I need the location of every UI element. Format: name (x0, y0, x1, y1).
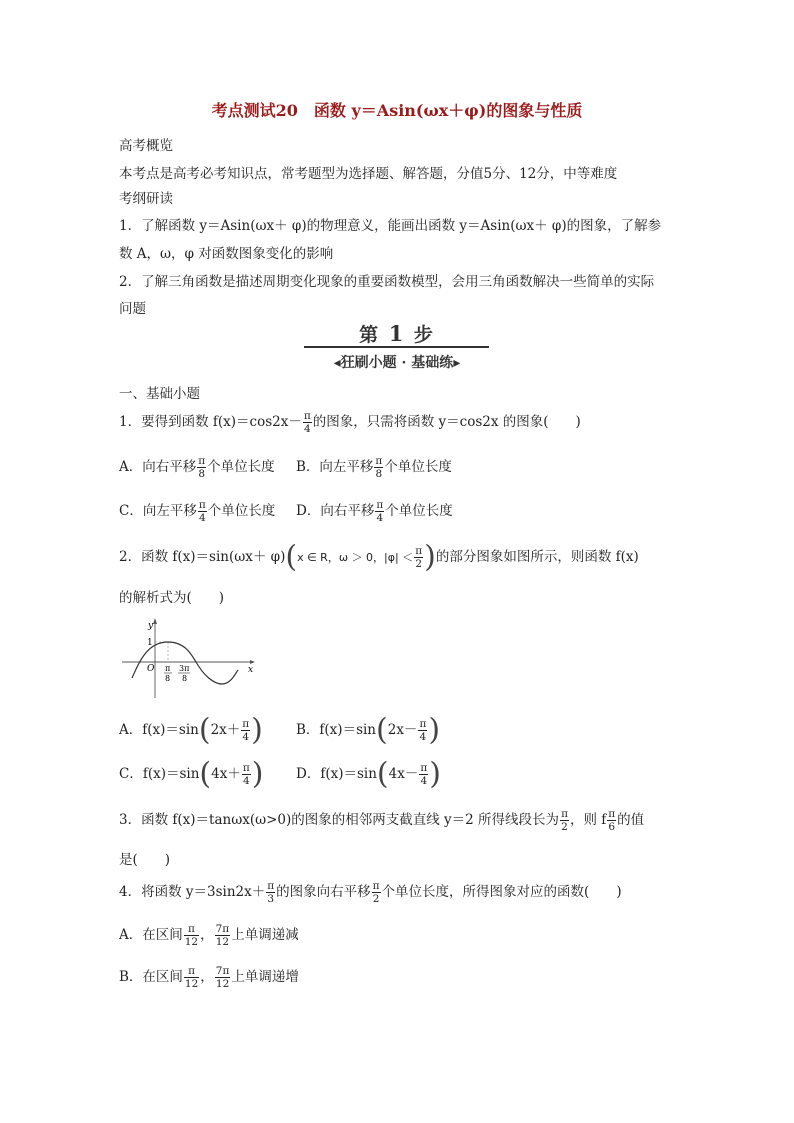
q2-option-c[interactable]: C．f(x)＝sin(4x＋ $\frac{\pi}{4}$ ) (119, 756, 264, 792)
question-3-cont: 是( ) (119, 852, 171, 868)
syllabus-item-2-cont: 问题 (119, 301, 146, 317)
banner-subtitle: ◂狂刷小题 · 基础练▸ (333, 355, 461, 371)
q2-option-d[interactable]: D．f(x)＝sin(4x－ $\frac{\pi}{4}$ ) (296, 756, 441, 792)
sine-graph (118, 612, 258, 702)
question-4: 4．将函数 y＝3sin2x＋ $\frac{\pi}{3}$ 的图象向右平移 $\frac{\pi}{2}$ 个单位长度，所得图象对应的函数( ) (119, 880, 622, 905)
q4-option-a[interactable]: A．在区间 $\frac{\pi}{12}$ ， $\frac{7\pi}{12}$ 上单调递减 (119, 923, 299, 948)
x-axis-arrow-icon (250, 660, 255, 664)
section-heading: 一、基础小题 (119, 386, 200, 402)
banner-divider (304, 346, 489, 348)
syllabus-heading: 考纲研读 (119, 191, 173, 207)
tick1-num: π (165, 664, 171, 673)
tick2-den: 8 (182, 674, 188, 683)
one-label: 1 (147, 638, 153, 648)
y-label: y (148, 621, 154, 631)
tick1-den: 8 (165, 674, 171, 683)
question-1: 1．要得到函数 f(x)＝cos2x－ $\frac{\pi}{4}$ 的图象，只需将函数 y＝cos2x 的图象( ) (119, 410, 581, 435)
q2-option-b[interactable]: B．f(x)＝sin(2x－ $\frac{\pi}{4}$ ) (296, 712, 441, 748)
tick2-num: 3π (179, 664, 190, 673)
overview-text: 本考点是高考必考知识点，常考题型为选择题、解答题，分值5分、12分，中等难度 (119, 166, 618, 182)
question-2: 2．函数 f(x)＝sin(ωx＋ φ)(x ∈ R，ω ＞ 0，|φ| ＜ $\frac{\pi}{2}$ )的部分图象如图所示，则函数 f(x) (119, 539, 639, 575)
step-banner: 第 1 步 (359, 321, 435, 346)
page-title: 考点测试20 函数 y＝Asin(ωx＋φ)的图象与性质 (211, 101, 583, 120)
question-3: 3．函数 f(x)＝tanωx(ω>0)的图象的相邻两支截直线 y＝2 所得线段长为 $\frac{\pi}{2}$ ，则 f $\frac{\pi}{6}$ 的值 (119, 808, 645, 833)
q1-option-d[interactable]: D．向右平移 $\frac{\pi}{4}$ 个单位长度 (296, 499, 453, 524)
syllabus-item-1: 1．了解函数 y＝Asin(ωx＋ φ)的物理意义，能画出函数 y＝Asin(ωx＋ φ)的图象，了解参 (119, 218, 662, 234)
syllabus-item-1-cont: 数 A，ω，φ 对函数图象变化的影响 (119, 246, 334, 262)
q4-option-b[interactable]: B．在区间 $\frac{\pi}{12}$ ， $\frac{7\pi}{12}$ 上单调递增 (119, 965, 299, 990)
right-arrow-icon: ▸ (453, 355, 461, 371)
origin-label: O (147, 664, 155, 674)
q1-option-b[interactable]: B．向左平移 $\frac{\pi}{8}$ 个单位长度 (296, 455, 452, 480)
q1-option-c[interactable]: C．向左平移 $\frac{\pi}{4}$ 个单位长度 (119, 499, 276, 524)
q1-option-a[interactable]: A．向右平移 $\frac{\pi}{8}$ 个单位长度 (119, 455, 275, 480)
y-axis-arrow-icon (153, 618, 157, 624)
overview-heading: 高考概览 (119, 138, 173, 154)
left-arrow-icon: ◂ (333, 355, 341, 371)
x-label: x (248, 665, 254, 675)
syllabus-item-2: 2．了解三角函数是描述周期变化现象的重要函数模型，会用三角函数解决一些简单的实际 (119, 274, 655, 290)
q2-option-a[interactable]: A．f(x)＝sin(2x＋ $\frac{\pi}{4}$ ) (119, 712, 263, 748)
question-2-cont: 的解析式为( ) (119, 590, 225, 606)
